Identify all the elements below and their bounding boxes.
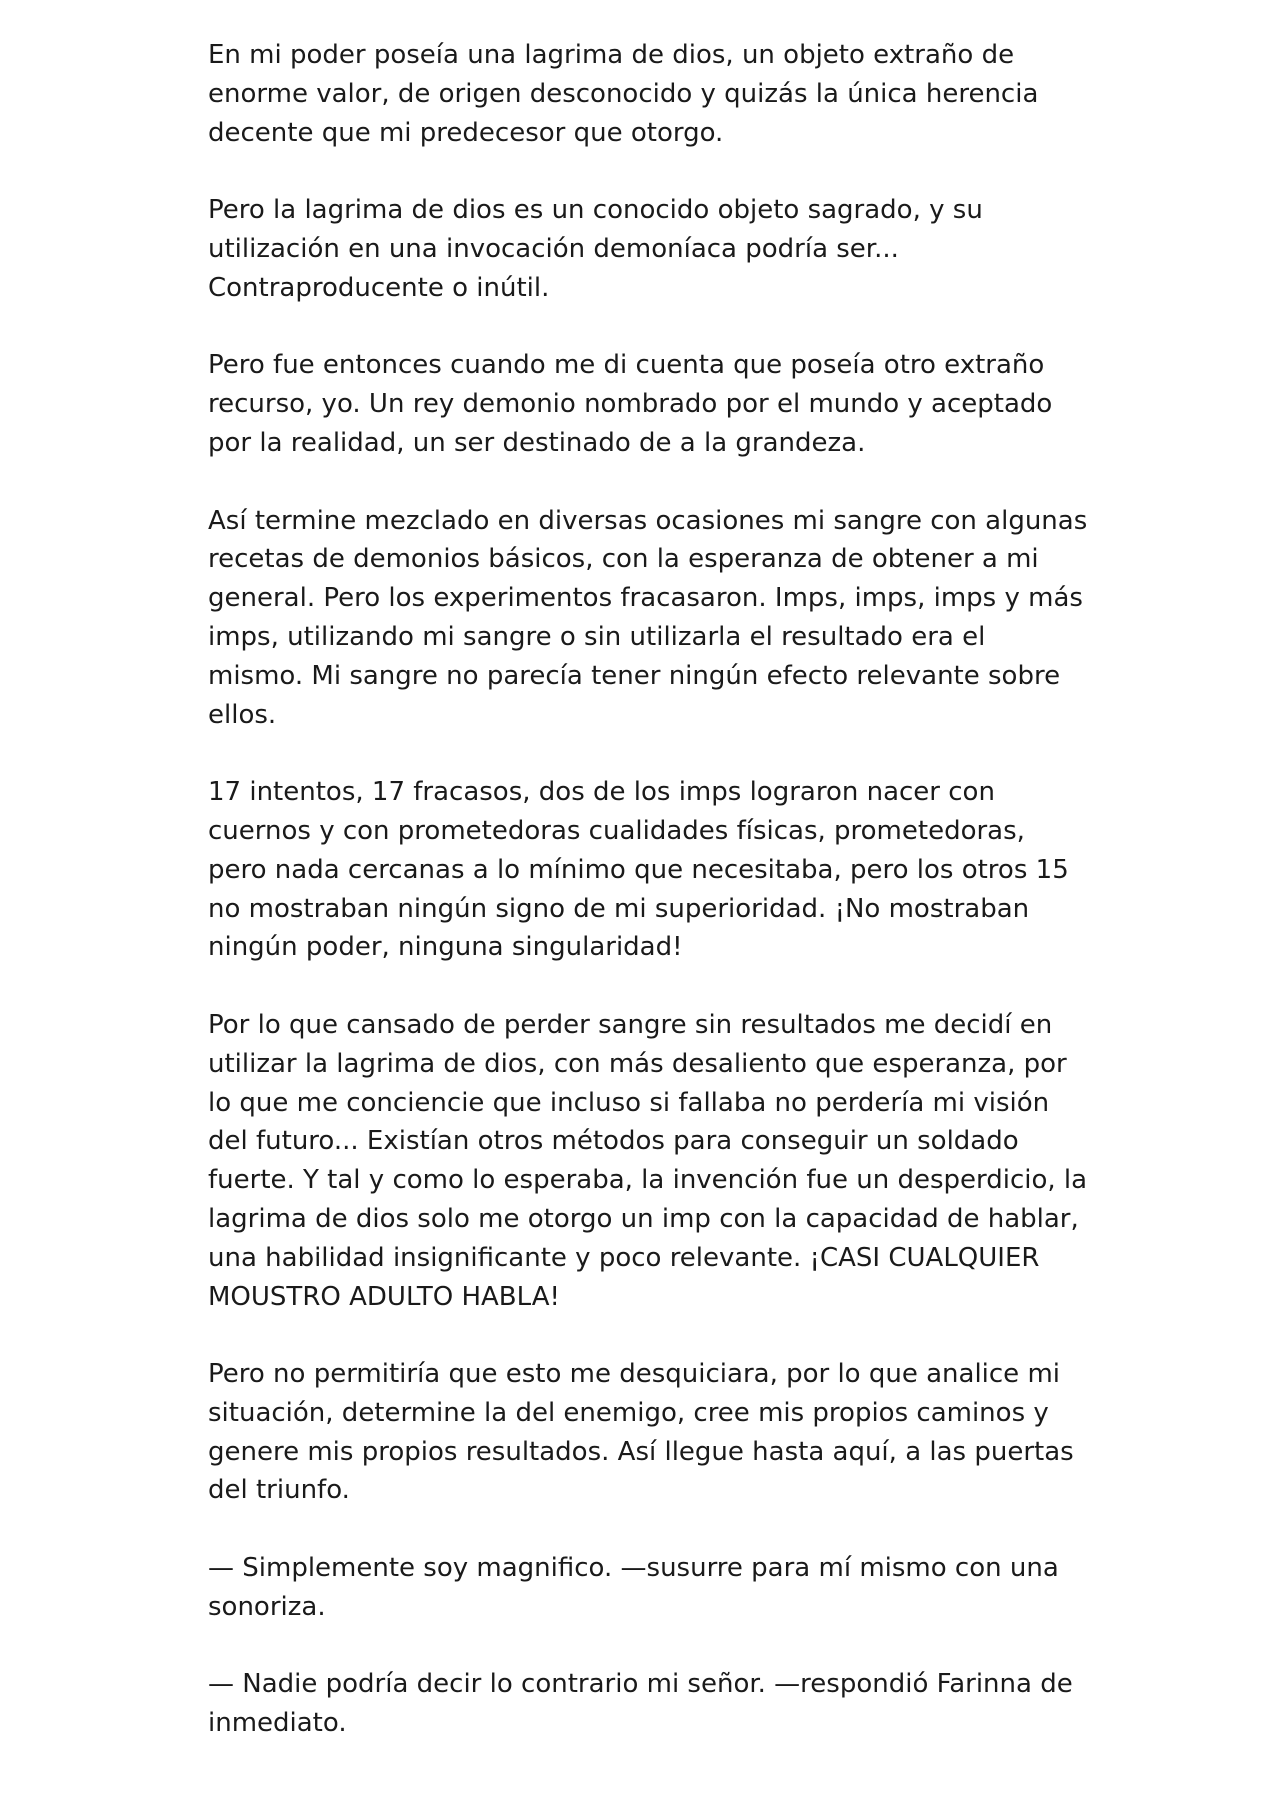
paragraph-5: 17 intentos, 17 fracasos, dos de los imps lograron nacer con cuernos y con prometedoras cualidades físicas, prometedoras, pero nada cercanas a lo mínimo que necesitaba, pero los otros 15 no mostraban ningún signo de mi superioridad. ¡No mostraban ningún poder, ninguna singularidad! (208, 777, 1069, 963)
dialogue-line-2: — Nadie podría decir lo contrario mi señor. —respondió Farinna de inmediato. (208, 1669, 1073, 1739)
paragraph-4: Así termine mezclado en diversas ocasiones mi sangre con algunas recetas de demonios básicos, con la esperanza de obtener a mi general. Pero los experimentos fracasaron. Imps, imps, imps y más imps, utilizando mi sangre o sin utilizarla el resultado era el mismo. Mi sangre no parecía tener ningún efecto relevante sobre ellos. (208, 505, 1088, 730)
paragraph-6: Por lo que cansado de perder sangre sin resultados me decidí en utilizar la lagrima de dios, con más desaliento que esperanza, por lo que me conciencie que incluso si fallaba no perdería mi visión del futuro... Existían otros métodos para conseguir un soldado fuerte. Y tal y como lo esperaba, la invención fue un desperdicio, la lagrima de dios solo me otorgo un imp con la capacidad de hablar, una habilidad insignificante y poco relevante. ¡CASI CUALQUIER MOUSTRO ADULTO HABLA! (208, 1009, 1088, 1312)
dialogue-line-1: — Simplemente soy magnifico. —susurre para mí mismo con una sonoriza. (208, 1553, 1059, 1622)
paragraph-2: Pero la lagrima de dios es un conocido objeto sagrado, y su utilización en una invocación demoníaca podría ser... Contraproducente o inútil. (208, 195, 983, 303)
paragraph-3: Pero fue entonces cuando me di cuenta que poseía otro extraño recurso, yo. Un rey demonio nombrado por el mundo y aceptado por la realidad, un ser destinado de a la grandeza. (208, 350, 1053, 458)
document-page (208, 36, 1088, 1782)
paragraph-7: Pero no permitiría que esto me desquiciara, por lo que analice mi situación, determine la del enemigo, cree mis propios caminos y genere mis propios resultados. Así llegue hasta aquí, a las puertas del triunfo. (208, 1359, 1074, 1506)
paragraph-1: En mi poder poseía una lagrima de dios, un objeto extraño de enorme valor, de origen desconocido y quizás la única herencia decente que mi predecesor que otorgo. (208, 40, 1039, 148)
